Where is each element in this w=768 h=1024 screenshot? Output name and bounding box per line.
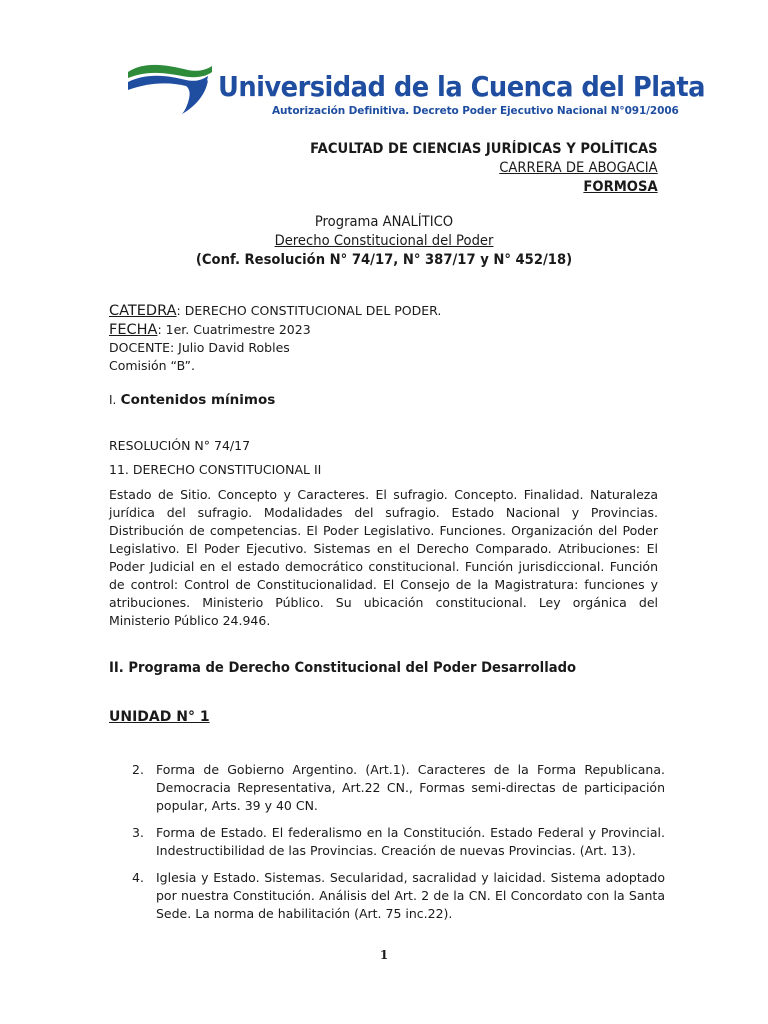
docente-line: DOCENTE: Julio David Robles [109,340,290,355]
catedra-value: : DERECHO CONSTITUCIONAL DEL PODER. [176,303,442,318]
list-item-text: Iglesia y Estado. Sistemas. Secularidad, sacralidad y laicidad. Sistema adoptado por nuestra Constitución. Análisis del Art. 2 de la CN. El Concordato con la Santa Sede. La norma de habilitación (Art. 75 inc.22). [156,870,665,921]
list-item-text: Forma de Gobierno Argentino. (Art.1). Caracteres de la Forma Republicana. Democracia Representativa, Art.22 CN., Formas semi-directas de participación popular, Arts. 39 y 40 CN. [156,762,665,813]
course-meta [109,302,658,374]
list-item [132,824,665,860]
faculty-block [311,140,658,197]
section-1-title: Contenidos mínimos [120,392,276,408]
university-logo [126,58,216,116]
section-2-heading: II. Programa de Derecho Constitucional del Poder Desarrollado [109,660,577,676]
page-number: 1 [379,948,389,962]
resolution-reference: (Conf. Resolución N° 74/17, N° 387/17 y N° 452/18) [195,252,573,268]
subject-title: Derecho Constitucional del Poder [274,233,494,249]
comision-line: Comisión “B”. [109,357,195,373]
list-item-text: Forma de Estado. El federalismo en la Constitución. Estado Federal y Provincial. Indestructibilidad de las Provincias. Creación de nuevas Provincias. (Art. 13). [156,825,665,858]
list-item-number: 4. [132,870,144,885]
catedra-line [109,302,658,321]
program-title-block [23,213,745,270]
fecha-label: FECHA [109,321,158,338]
faculty-name: FACULTAD DE CIENCIAS JURÍDICAS Y POLÍTICAS [310,141,658,157]
list-item-number: 3. [132,825,144,840]
list-item-number: 2. [132,762,144,777]
unit-item-list [132,761,665,932]
university-name: Universidad de la Cuenca del Plata [218,70,705,103]
minimum-contents-paragraph: Estado de Sitio. Concepto y Caracteres. El sufragio. Concepto. Finalidad. Naturaleza jurídica del sufragio. Modalidades del sufragio. Estado Nacional y Provincias. Distribución de competencias. El Poder Legislativo. Funciones. Organización del Poder Legislativo. El Poder Ejecutivo. Sistemas en el Derecho Comparado. Atribuciones: El Poder Judicial en el estado democrático constitucional. Función jurisdiccional. Función de control: Control de Constitucionalidad. El Consejo de la Magistratura: funciones y atribuciones. Ministerio Público. Su ubicación constitucional. Ley orgánica del Ministerio Público 24.946. [109,487,658,628]
section-1-heading [109,392,658,410]
list-item [132,869,665,923]
list-item [132,761,665,815]
catedra-label: CATEDRA [109,303,177,319]
program-type: Programa ANALÍTICO [314,214,454,230]
subject-line: 11. DERECHO CONSTITUCIONAL II [109,462,322,477]
section-1-roman: I. [109,393,117,407]
campus-name: FORMOSA [583,179,658,195]
university-authorization: Autorización Definitiva. Decreto Poder Ejecutivo Nacional N°091/2006 [272,105,679,117]
unit-heading: UNIDAD N° 1 [109,709,210,725]
fecha-value: : 1er. Cuatrimestre 2023 [157,321,311,337]
career-name: CARRERA DE ABOGACIA [499,160,658,176]
fecha-line [109,321,658,340]
resolution-line: RESOLUCIÓN N° 74/17 [109,438,251,453]
